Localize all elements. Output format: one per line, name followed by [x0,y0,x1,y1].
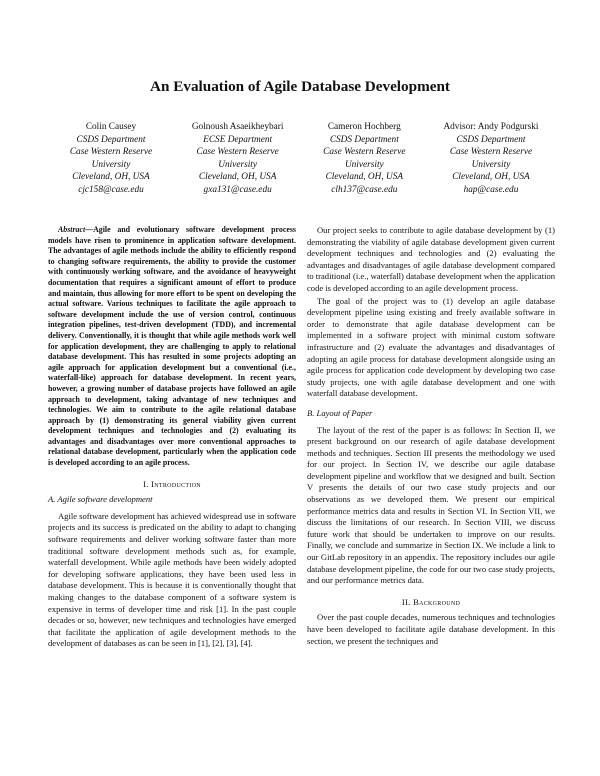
section-heading-background: II. Background [401,596,461,607]
author-2 [175,121,301,196]
author-location: Cleveland, OH, USA [72,172,150,182]
author-location: Cleveland, OH, USA [325,172,404,182]
author-email: clh137@case.edu [331,184,398,195]
author-block [48,121,554,196]
author-4 [428,121,554,196]
author-department: ECSE Department [203,134,273,145]
author-name: Cameron Hochberg [327,122,401,132]
author-name: Advisor: Andy Podgurski [443,122,539,132]
author-department: CSDS Department [76,134,146,145]
author-name: Colin Causey [85,122,137,132]
author-1 [48,121,174,196]
body-paragraph: The layout of the rest of the paper is as follows: In Section II, we present background on our research of agile database development methods and techniques. Section III presents the methodology we used for our project. In Section IV, we describe our agile database development pipeline and workflow that we designed and built. Section V presents the details of our two case study projects and our observations as we developed them. We present our empirical performance metrics data and results in Section VI. In Section VII, we discuss the limitations of our research. In Section VIII, we discuss future work that should be undertaken to improve on our results. Finally, we conclude and summarize in Section IX. We include a link to our GitLab repository in an appendix. The repository includes our agile database development pipeline, the code for our two case study projects, and our performance metrics data. [307,424,555,586]
author-location: Cleveland, OH, USA [452,172,530,182]
author-university: Case Western Reserve [323,147,406,157]
section-heading-introduction: I. Introduction [143,478,201,489]
abstract-lead: Abstract [58,225,86,234]
author-university: Case Western Reserve [449,147,533,157]
author-university: University [91,159,131,170]
subsection-heading-agile: A. Agile software development [48,494,153,505]
author-university: University [344,159,384,170]
author-university: University [218,159,258,170]
author-email: gxa131@case.edu [203,184,272,195]
author-3 [301,121,427,196]
author-university: Case Western Reserve [196,147,279,157]
author-name: Golnoush Asaeikheybari [191,122,284,132]
author-location: Cleveland, OH, USA [198,172,277,182]
body-paragraph: Agile software development has achieved widespread use in software projects and its success is predicated on the ability to adapt to changing software requirements and deliver working software faster than more traditional software development methods such as, for example, waterfall development. While agile methods have been widely adopted for developing software applications, they have been used less in database development. This is because it is conventionally thought that making changes to the database component of a software system is expensive in terms of developer time and risk [1]. In the past couple decades or so, however, new techniques and technologies have emerged that facilitate the application of agile development methods to the development of databases as can be seen in [1], [2], [3], [4]. [48,510,296,649]
left-column [48,225,296,651]
author-email: cjc158@case.edu [78,184,144,195]
body-paragraph: Over the past couple decades, numerous techniques and technologies have been developed to facilitate agile database development. In this section, we present the techniques and [307,612,555,646]
author-department: CSDS Department [456,134,526,145]
author-email: hap@case.edu [463,184,519,195]
right-column [307,225,555,648]
abstract-text: —Agile and evolutionary software development process models have risen to prominence in application software development. The advantages of agile methods include the ability to efficiently respond to changing software requirements, the ability to provide the customer with continuously working software, and the avoidance of heavyweight documentation that requires a significant amount of effort to produce and maintain, thus allowing for more effort to be spent on developing the actual software. Various techniques to facilitate the agile approach to software development include the use of version control, continuous integration pipelines, test-driven development (TDD), and incremental delivery. Conventionally, it is thought that while agile methods work well for application development, they are challenging to apply to relational database development. This has resulted in some projects adopting an agile approach for application development but a conventional (i.e., waterfall-like) approach for database development. In recent years, however, a growing number of database projects have followed an agile approach to development, taking advantage of new techniques and technologies. We aim to contribute to the agile relational database approach by (1) demonstrating its general viability given current development techniques and technologies and (2) evaluating its advantages and disadvantages over more conventional approaches to relational database development, particularly when the application code is developed according to an agile process. [48,225,296,468]
paper-title: An Evaluation of Agile Database Development [150,78,450,95]
body-paragraph: Our project seeks to contribute to agile database development by (1) demonstrating the viability of agile database development given current development techniques and technologies and (2) evaluating the advantages and disadvantages of agile database development compared to traditional (i.e., waterfall) database development when the application code is developed according to an agile development process. [307,225,556,293]
author-university: University [471,159,511,170]
subsection-heading-layout: B. Layout of Paper [307,407,373,418]
abstract [48,225,296,469]
author-department: CSDS Department [329,134,399,145]
author-university: Case Western Reserve [69,147,153,157]
body-paragraph: The goal of the project was to (1) develop an agile database development pipeline using existing and freely available software in order to demonstrate that agile database development can be implemented in a software project with minimal custom software infrastructure and (2) evaluate the advantages and disadvantages of adopting an agile process for database development alongside using an agile process for application code development by developing two case study projects, one with agile database development and one with waterfall database development. [307,295,555,399]
